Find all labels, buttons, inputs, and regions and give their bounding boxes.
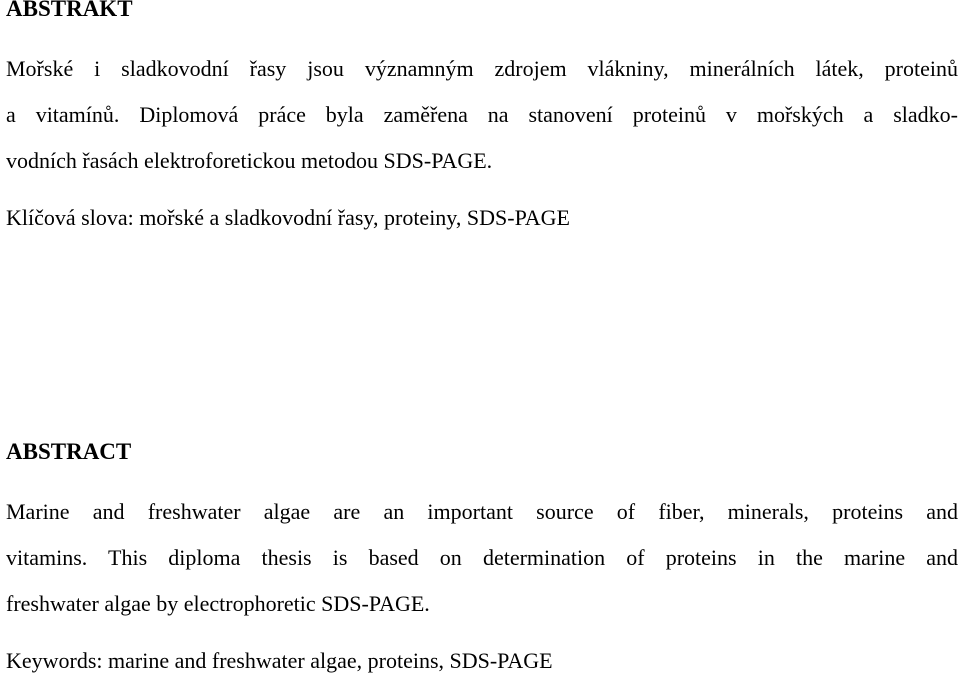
english-keywords: Keywords: marine and freshwater algae, proteins, SDS-PAGE xyxy=(6,648,553,673)
english-abstract-line: vitamins. This diploma thesis is based on determination of proteins in the marine and xyxy=(6,545,958,570)
english-abstract-paragraph xyxy=(6,489,958,627)
english-abstract-line: Marine and freshwater algae are an important source of fiber, minerals, proteins and xyxy=(6,499,958,524)
czech-abstract-line: vodních řasách elektroforetickou metodou SDS-PAGE. xyxy=(6,148,493,173)
czech-abstract-line: Mořské i sladkovodní řasy jsou významným zdrojem vlákniny, minerálních látek, proteinů xyxy=(6,56,958,81)
czech-abstract-line: a vitamínů. Diplomová práce byla zaměřena na stanovení proteinů v mořských a sladko- xyxy=(6,102,958,127)
czech-abstract-paragraph xyxy=(6,46,958,184)
english-abstract-line: freshwater algae by electrophoretic SDS-PAGE. xyxy=(6,591,430,616)
english-abstract-heading: ABSTRACT xyxy=(6,439,132,464)
czech-keywords: Klíčová slova: mořské a sladkovodní řasy, proteiny, SDS-PAGE xyxy=(6,205,570,230)
czech-abstract-heading: ABSTRAKT xyxy=(6,0,133,21)
